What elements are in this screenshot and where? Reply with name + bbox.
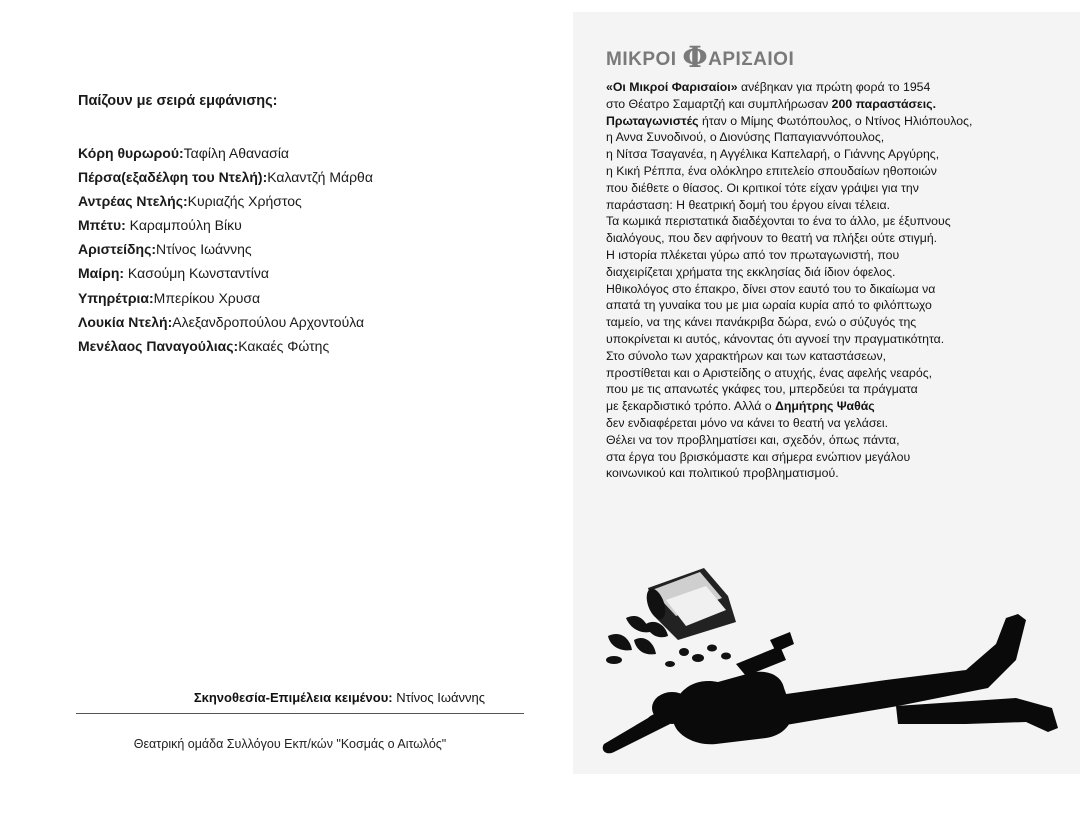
troupe-name: Θεατρική ομάδα Συλλόγου Εκπ/κών "Κοσμάς ο Αιτωλός" [133,737,447,751]
synopsis-line: διαλόγους, που δεν αφήνουν το θεατή να πλήξει ούτε στιγμή. [606,231,938,246]
synopsis-line [606,96,1076,113]
cast-role: Λουκία Ντελή: [78,313,173,330]
director-name: Ντίνος Ιωάννης [392,690,485,705]
synopsis-line: διαχειρίζεται χρήματα της εκκλησίας διά ίδιον όφελος. [606,264,896,279]
title-prefix: ΜΙΚΡΟΙ [606,49,683,70]
cast-member [78,286,373,310]
cast-member [78,165,373,189]
cast-actor: Καλαντζή Μάρθα [267,169,373,186]
synopsis-line: στα έργα του βρισκόμαστε και σήμερα ενώπιον μεγάλου [606,449,911,464]
fallen-man-silhouette [603,614,1058,753]
cast-role: Υπηρέτρια: [78,289,154,306]
synopsis-line: Ηθικολόγος στο έπακρο, δίνει στον εαυτό του το δικαίωμα να [606,281,936,296]
cast-role: Πέρσα(εξαδέλφη του Ντελή): [78,169,268,186]
cast-member [78,334,373,358]
performances-bold: 200 παραστάσεις. [831,96,936,111]
protagonists-bold: Πρωταγωνιστές [606,113,699,128]
cast-actor: Κασούμη Κωνσταντίνα [124,265,269,282]
cast-actor: Καραμπούλη Βίκυ [125,217,242,234]
synopsis-line: κοινωνικού και πολιτικού προβληματισμού. [606,466,839,481]
cast-member [78,213,373,237]
title-rest: ΑΡΙΣΑΙΟΙ [708,49,795,70]
cast-member [78,261,373,285]
cast-member [78,189,373,213]
synopsis-line [606,113,1076,130]
synopsis-line: απατά τη γυναίκα του με μια ωραία κυρία από το φιλόπτωχο [606,298,932,313]
synopsis-line: που διέθετε ο θίασος. Οι κριτικοί τότε είχαν γράψει για την [606,180,919,195]
cast-role: Μενέλαος Παναγούλιας: [78,337,239,354]
synopsis-line: δεν ενδιαφέρεται μόνο να κάνει το θεατή να γελάσει. [606,415,889,430]
cast-role: Κόρη θυρωρού: [78,145,184,161]
cast-list [78,141,373,358]
cast-member [78,310,373,334]
cast-actor: Μπερίκου Χρυσα [153,289,261,306]
cast-actor: Κακαές Φώτης [238,337,330,354]
cast-actor: Ταφίλη Αθανασία [183,145,290,161]
synopsis-line: ταμείο, να της κάνει πανάκριβα δώρα, ενώ ο σύζυγός της [606,315,917,330]
synopsis-line [606,398,1076,415]
cast-actor: Αλεξανδροπούλου Αρχοντούλα [172,313,365,330]
cast-heading: Παίζουν με σειρά εμφάνισης: [78,93,278,109]
synopsis-line: Τα κωμικά περιστατικά διαδέχονται το ένα το άλλο, με έξυπνους [606,214,951,229]
cast-member [78,237,373,261]
synopsis-line: υποκρίνεται κι αυτός, κάνοντας ότι αγνοεί την πραγματικότητα. [606,331,945,346]
director-credit [0,690,485,705]
synopsis-line: Θέλει να τον προβληματίσει και, σχεδόν, όπως πάντα, [606,432,900,447]
cast-role: Αριστείδης: [78,241,157,258]
play-name-bold: «Οι Μικροί Φαρισαίοι» [606,80,738,94]
synopsis-text-run: ανέβηκαν για πρώτη φορά το 1954 [737,80,931,94]
cast-member [78,141,373,165]
synopsis-line: προστίθεται και ο Αριστείδης ο ατυχής, ένας αφελής νεαρός, [606,365,933,380]
synopsis-line: Στο σύνολο των χαρακτήρων και των καταστάσεων, [606,348,887,363]
synopsis-line [606,79,1076,96]
cast-actor: Κυριαζής Χρήστος [187,193,302,210]
synopsis-line: η Νίτσα Τσαγανέα, η Αγγέλικα Καπελαρή, ο Γιάννης Αργύρης, [606,147,940,162]
fallen-man-illustration [586,560,1080,774]
synopsis-text-run: στο Θέατρο Σαμαρτζή και συμπλήρωσαν [606,96,832,111]
title-initial: Φ [682,40,709,74]
synopsis-text-run: με ξεκαρδιστικό τρόπο. Αλλά ο [606,399,775,414]
cast-actor: Ντίνος Ιωάννης [156,241,252,258]
synopsis-line: η Κική Ρέππα, ένα ολόκληρο επιτελείο σπουδαίων ηθοποιών [606,163,937,178]
cast-role: Αντρέας Ντελής: [78,193,188,210]
cast-role: Μαίρη: [78,265,125,282]
synopsis-line: η Αννα Συνοδινού, ο Διονύσης Παπαγιαννόπουλος, [606,130,885,145]
synopsis-text-run: ήταν ο Μίμης Φωτόπουλος, ο Ντίνος Ηλιόπουλος, [698,113,973,128]
synopsis-line: που με τις απανωτές γκάφες του, μπερδεύει τα πράγματα [606,382,918,397]
divider [76,713,524,714]
synopsis-text [606,79,1076,482]
play-title [606,38,794,72]
author-bold: Δημήτρης Ψαθάς [775,399,875,414]
synopsis-line: παράσταση: Η θεατρική δομή του έργου είναι τέλεια. [606,197,891,212]
synopsis-line: Η ιστορία πλέκεται γύρω από τον πρωταγωνιστή, που [606,247,900,262]
director-label: Σκηνοθεσία-Επιμέλεια κειμένου: [193,690,393,705]
cast-role: Μπέτυ: [78,217,126,234]
synopsis-page [573,12,1080,774]
